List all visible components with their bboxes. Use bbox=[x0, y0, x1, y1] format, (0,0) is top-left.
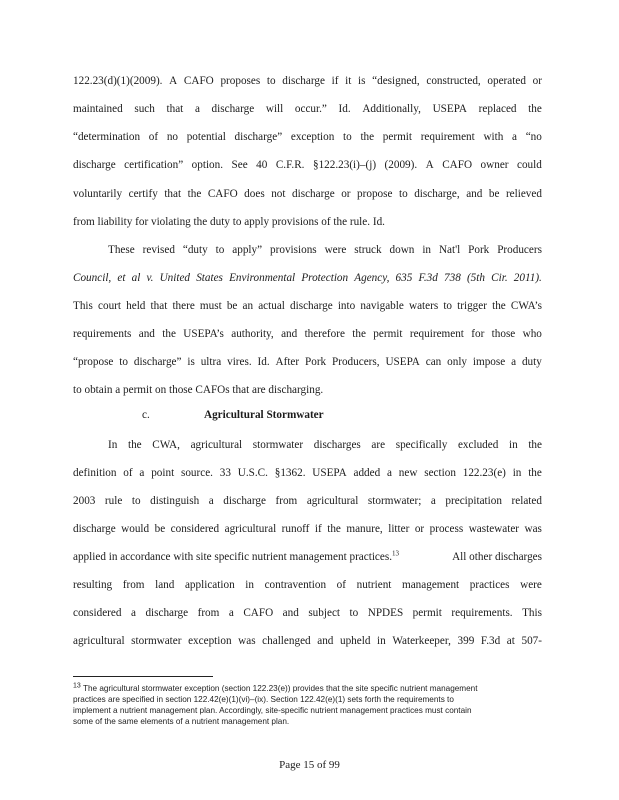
body-line: voluntarily certify that the CAFO does not discharge or propose to discharge, and be relieved bbox=[73, 188, 542, 200]
body-line: from liability for violating the duty to apply provisions of the rule. Id. bbox=[73, 216, 385, 228]
body-line: discharge certification” option. See 40 C.F.R. §122.23(i)–(j) (2009). A CAFO owner could bbox=[73, 159, 542, 171]
section-letter: c. bbox=[142, 409, 150, 421]
body-text: applied in accordance with site specific nutrient management practices.$^{13}$ bbox=[73, 549, 400, 563]
body-line: considered a discharge from a CAFO and subject to NPDES permit requirements. This bbox=[73, 607, 542, 619]
body-line: 122.23(d)(1)(2009). A CAFO proposes to discharge if it is “designed, constructed, operated or bbox=[73, 75, 542, 87]
body-line: definition of a point source. 33 U.S.C. §1362. USEPA added a new section 122.23(e) in the bbox=[73, 467, 542, 479]
body-line: agricultural stormwater exception was challenged and upheld in Waterkeeper, 399 F.3d at 507- bbox=[73, 635, 542, 647]
body-line: to obtain a permit on those CAFOs that are discharging. bbox=[73, 384, 324, 396]
footnote-divider bbox=[73, 676, 213, 677]
footnote-reference: 13 bbox=[392, 549, 400, 558]
page-number: Page 15 of 99 bbox=[279, 759, 340, 771]
body-line: This court held that there must be an actual discharge into navigable waters to trigger the CWA’s bbox=[73, 300, 542, 312]
body-line-with-footnote bbox=[73, 550, 542, 564]
footnote-line: some of the same elements of a nutrient management plan. bbox=[73, 717, 290, 726]
footnote-line: implement a nutrient management plan. Accordingly, site-specific nutrient management practices must contain bbox=[73, 706, 472, 715]
body-line: requirements and the USEPA’s authority, and therefore the permit requirement for those who bbox=[73, 328, 542, 340]
section-title: Agricultural Stormwater bbox=[204, 409, 324, 421]
body-line: These revised “duty to apply” provisions were struck down in Nat'l Pork Producers bbox=[108, 244, 542, 256]
body-line: discharge would be considered agricultural runoff if the manure, litter or process wastewater was bbox=[73, 523, 542, 535]
body-line: In the CWA, agricultural stormwater discharges are specifically excluded in the bbox=[108, 439, 542, 451]
body-line: 2003 rule to distinguish a discharge from agricultural stormwater; a precipitation related bbox=[73, 495, 542, 507]
body-line: Council, et al v. United States Environmental Protection Agency, 635 F.3d 738 (5th Cir. 2011). bbox=[73, 272, 542, 284]
body-line: “determination of no potential discharge” exception to the permit requirement with a “no bbox=[73, 131, 542, 143]
footnote-line: 13 The agricultural stormwater exception (section 122.23(e)) provides that the site specific nutrient management bbox=[73, 682, 478, 693]
body-text: All other discharges bbox=[452, 551, 542, 563]
section-heading bbox=[142, 409, 324, 421]
body-line: resulting from land application in contravention of nutrient management practices were bbox=[73, 579, 542, 591]
footnote-line: practices are specified in section 122.42(e)(1)(vi)–(ix). Section 122.42(e)(1) sets forth the requirements to bbox=[73, 695, 454, 704]
footnote-number: 13 bbox=[73, 682, 81, 690]
body-line: maintained such that a discharge will occur.” Id. Additionally, USEPA replaced the bbox=[73, 103, 542, 115]
body-line: “propose to discharge” is ultra vires. Id. After Pork Producers, USEPA can only impose a duty bbox=[73, 356, 542, 368]
